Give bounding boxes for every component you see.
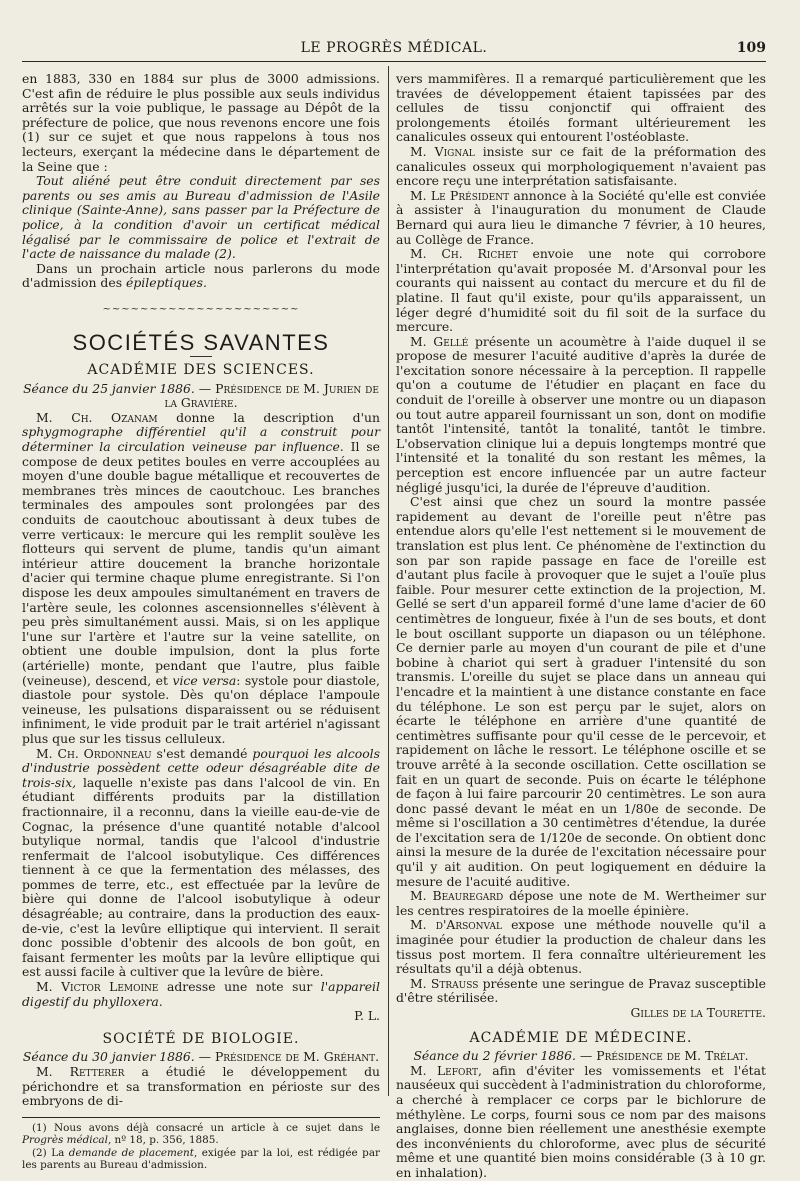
journal-title: LE PROGRÈS MÉDICAL.: [300, 40, 488, 56]
paragraph: M. Ch. Ozanam donne la description d'un sphygmographe différentiel qu'il a construit pour déterminer la circulation veineuse par influence. Il se compose de deux petites boules en verre accouplées au moyen d'une double bague métallique et recouvertes de membranes très minces de caoutchouc. Les branches terminales des ampoules sont prolongées par des conduits de caoutchouc aboutissant à deux tubes de verre verticaux: le mercure qui les remplit soulève les flotteurs qui servent de plume, tandis qu'un aimant intérieur attire doucement la branche horizontale d'acier qui termine chaque plume enregistrante. Si l'on dispose les deux ampoules simultanément en travers de l'artère seule, les colonnes ascensionnelles s'élèvent à peu près simultanément aussi. Mais, si on les applique l'une sur l'artère et l'autre sur la veine satellite, on obtient une double impulsion, dont la plus forte (artérielle) monte, pendant que l'autre, plus faible (veineuse), descend, et vice versa: systole pour diastole, diastole pour systole. Dès qu'on déplace l'ampoule veineuse, les pulsations disparaissent ou se réduisent infiniment, le vide produit par le trait artériel n'agissant plus que sur les tissus celluleux.: [22, 409, 380, 746]
paragraph: vers mammifères. Il a remarqué particulièrement que les travées de développement étaient tapissées par des cellules de tissu conjonctif qui offraient des prolongements étoilés formant ultérieurement les canalicules osseux qui entourent l'ostéoblaste.: [396, 71, 766, 145]
page-number: 109: [736, 40, 766, 56]
signature: Gilles de la Tourette.: [630, 1005, 766, 1020]
right-column: [396, 72, 766, 1181]
paragraph: M. Strauss présente une seringue de Pravaz susceptible d'être stérilisée.: [396, 975, 766, 1006]
subsection-title: ACADÉMIE DES SCIENCES.: [87, 362, 315, 379]
session-line: Séance du 2 février 1886. — Présidence de M. Trélat.: [413, 1048, 749, 1064]
left-column: [22, 72, 380, 1171]
paragraph: M. d'Arsonval expose une méthode nouvelle qu'il a imaginée pour étudier la production de chaleur dans les tissus post mortem. Il fera connaître ultérieurement les résultats qu'il a déjà obtenus.: [396, 917, 766, 977]
paragraph: M. Beauregard dépose une note de M. Wertheimer sur les centres respiratoires de la moelle épinière.: [396, 888, 766, 918]
paragraph: C'est ainsi que chez un sourd la montre passée rapidement au devant de l'oreille peut n'être pas entendue alors qu'elle l'est nettement si le mouvement de translation est plus lent. Ce phénomène de l'extinction du son par son rapide passage en face de l'oreille est d'autant plus facile à provoquer que le sujet a l'ouïe plus faible. Pour mesurer cette extinction de la projection, M. Gellé se sert d'un appareil formé d'une lame d'acier de 60 centimètres de longueur, fixée à l'un de ses bouts, et dont le bout oscillant supporte un diapason ou un téléphone. Ce dernier parle au moyen d'un courant de pile et d'une bobine à chariot qui sert à graduer l'intensité du son transmis. L'oreille du sujet se place dans un anneau qui l'encadre et la maintient à une distance constante en face du téléphone. Le son est perçu par le sujet, alors on écarte le téléphone en arrière d'une quantité de centimètres suffisante pour qu'il cesse de le percevoir, et rapidement on lâche le ressort. Le téléphone oscille et se trouve arrêté à la seconde oscillation. Cette oscillation se fait en un quart de seconde. Puis on écarte le téléphone de façon à lui faire parcourir 20 centimètres. Le son aura donc passé devant le méat en un 1/80e de seconde. De même si l'oscillation a 30 centimètres d'étendue, la durée de l'excitation sera de 1/120e de seconde. On obtient donc ainsi la mesure de la durée de l'excitation nécessaire pour qu'il y ait audition. On peut logiquement en déduire la mesure de l'acuité auditive.: [396, 494, 766, 889]
short-rule: [190, 356, 212, 357]
running-header: [22, 40, 766, 60]
paragraph: M. Lefort, afin d'éviter les vomissements et l'état nauséeux qui succèdent à l'administration du chloroforme, a cherché à remplacer ce corps par le bichlorure de méthylène. Le corps, fourni sous ce nom par des maisons anglaises, donne bien réellement une anesthésie exempte des inconvénients du chloroforme, avec plus de sécurité même et une quantité bien moins considérable (3 à 10 gr. en inhalation).: [396, 1062, 767, 1180]
column-separator: [388, 66, 389, 1096]
footnote: (2) La demande de placement, exigée par la loi, est rédigée par les parents au Bureau d'admission.: [22, 1146, 380, 1171]
subsection-title: SOCIÉTÉ DE BIOLOGIE.: [102, 1030, 300, 1047]
footnote-rule: [22, 1117, 380, 1118]
session-line: Séance du 30 janvier 1886. — Présidence de M. Gréhant.: [22, 1049, 380, 1065]
paragraph: M. Le Président annonce à la Société qu'elle est conviée à assister à l'inauguration du monument de Claude Bernard qui aura lieu le dimanche 7 février, à 10 heures, au Collège de France.: [396, 187, 766, 247]
paragraph: M. Ch. Ordonneau s'est demandé pourquoi les alcools d'industrie possèdent cette odeur désagréable dite de trois-six, laquelle n'existe pas dans l'alcool de vin. En étudiant différents produits par la distillation fractionnaire, il a reconnu, dans la vieille eau-de-vie de Cognac, la présence d'une quantité notable d'alcool butylique normal, tandis que l'alcool d'industrie renfermait de l'alcool isobutylique. Ces différences tiennent à ce que la fermentation des mélasses, des pommes de terre, etc., est effectuée par la levûre de bière qui donne de l'alcool isobutylique à odeur désagréable; au contraire, dans la production des eaux-de-vie, c'est la levûre elliptique qui intervient. Il serait donc possible d'obtenir des alcools de bon goût, en faisant fermenter les moûts par la levûre elliptique qui est aussi facile à cultiver que la levûre de bière.: [22, 745, 380, 980]
paragraph: M. Retterer a étudié le développement du périchondre et sa transformation en périoste sur des embryons de di-: [22, 1064, 380, 1109]
paragraph: Dans un prochain article nous parlerons du mode d'admission des épileptiques.: [22, 260, 380, 291]
ornament-divider: ~~~~~~~~~~~~~~~~~~~~~: [102, 303, 300, 315]
paragraph: M. Vignal insiste sur ce fait de la préformation des canalicules osseux qui morphologiquement n'avaient pas encore reçu une interprétation satisfaisante.: [396, 143, 767, 189]
paragraph: M. Gellé présente un acoumètre à l'aide duquel il se propose de mesurer l'acuité auditive d'après la durée de l'excitation sonore nécessaire à la perception. Il rappelle qu'on a coutume de l'étudier en plaçant en face du conduit de l'oreille à observer une montre ou un diapason ou tout autre appareil fournissant un son, dont on modifie tantôt l'intensité, tantôt la tonalité, tantôt le timbre. L'observation clinique lui a depuis longtemps montré que l'intensité et la tonalité du son restant les mêmes, la perception est encore influencée par un autre facteur négligé jusqu'ici, la durée de l'épreuve d'audition.: [396, 333, 766, 495]
paragraph: Tout aliéné peut être conduit directement par ses parents ou ses amis au Bureau d'admission de l'Asile clinique (Sainte-Anne), sans passer par la Préfecture de police, à la condition d'avoir un certificat médical légalisé par le commissaire de police et l'extrait de l'acte de naissance du malade (2).: [22, 173, 380, 262]
paragraph: M. Victor Lemoine adresse une note sur l'appareil digestif du phylloxera.: [22, 979, 380, 1009]
footnote: (1) Nous avons déjà consacré un article à ce sujet dans le Progrès médical, nº 18, p. 356, 1885.: [22, 1121, 380, 1147]
section-title: SOCIÉTÉS SAVANTES: [72, 329, 330, 355]
header-rule: [22, 61, 766, 62]
subsection-title: ACADÉMIE DE MÉDECINE.: [469, 1029, 693, 1046]
signature: P. L.: [354, 1008, 380, 1024]
paragraph: en 1883, 330 en 1884 sur plus de 3000 admissions. C'est afin de réduire le plus possible aux seuls individus arrêtés sur la voie publique, le passage au Dépôt de la préfecture de police, que nous revenons encore une fois (1) sur ce sujet et que nous rappelons à tous nos lecteurs, exerçant la médecine dans le département de la Seine que :: [22, 71, 380, 174]
session-line: Séance du 25 janvier 1886. — Présidence de M. Jurien de la Gravière.: [23, 380, 379, 411]
paragraph: M. Ch. Richet envoie une note qui corrobore l'interprétation qu'avait proposée M. d'Arsonval pour les courants qui naissent au contact du mercure et du fil de platine. Il faut qu'il existe, pour qu'ils apparaissent, un léger degré d'humidité soit du fil soit de la surface du mercure.: [396, 246, 766, 335]
